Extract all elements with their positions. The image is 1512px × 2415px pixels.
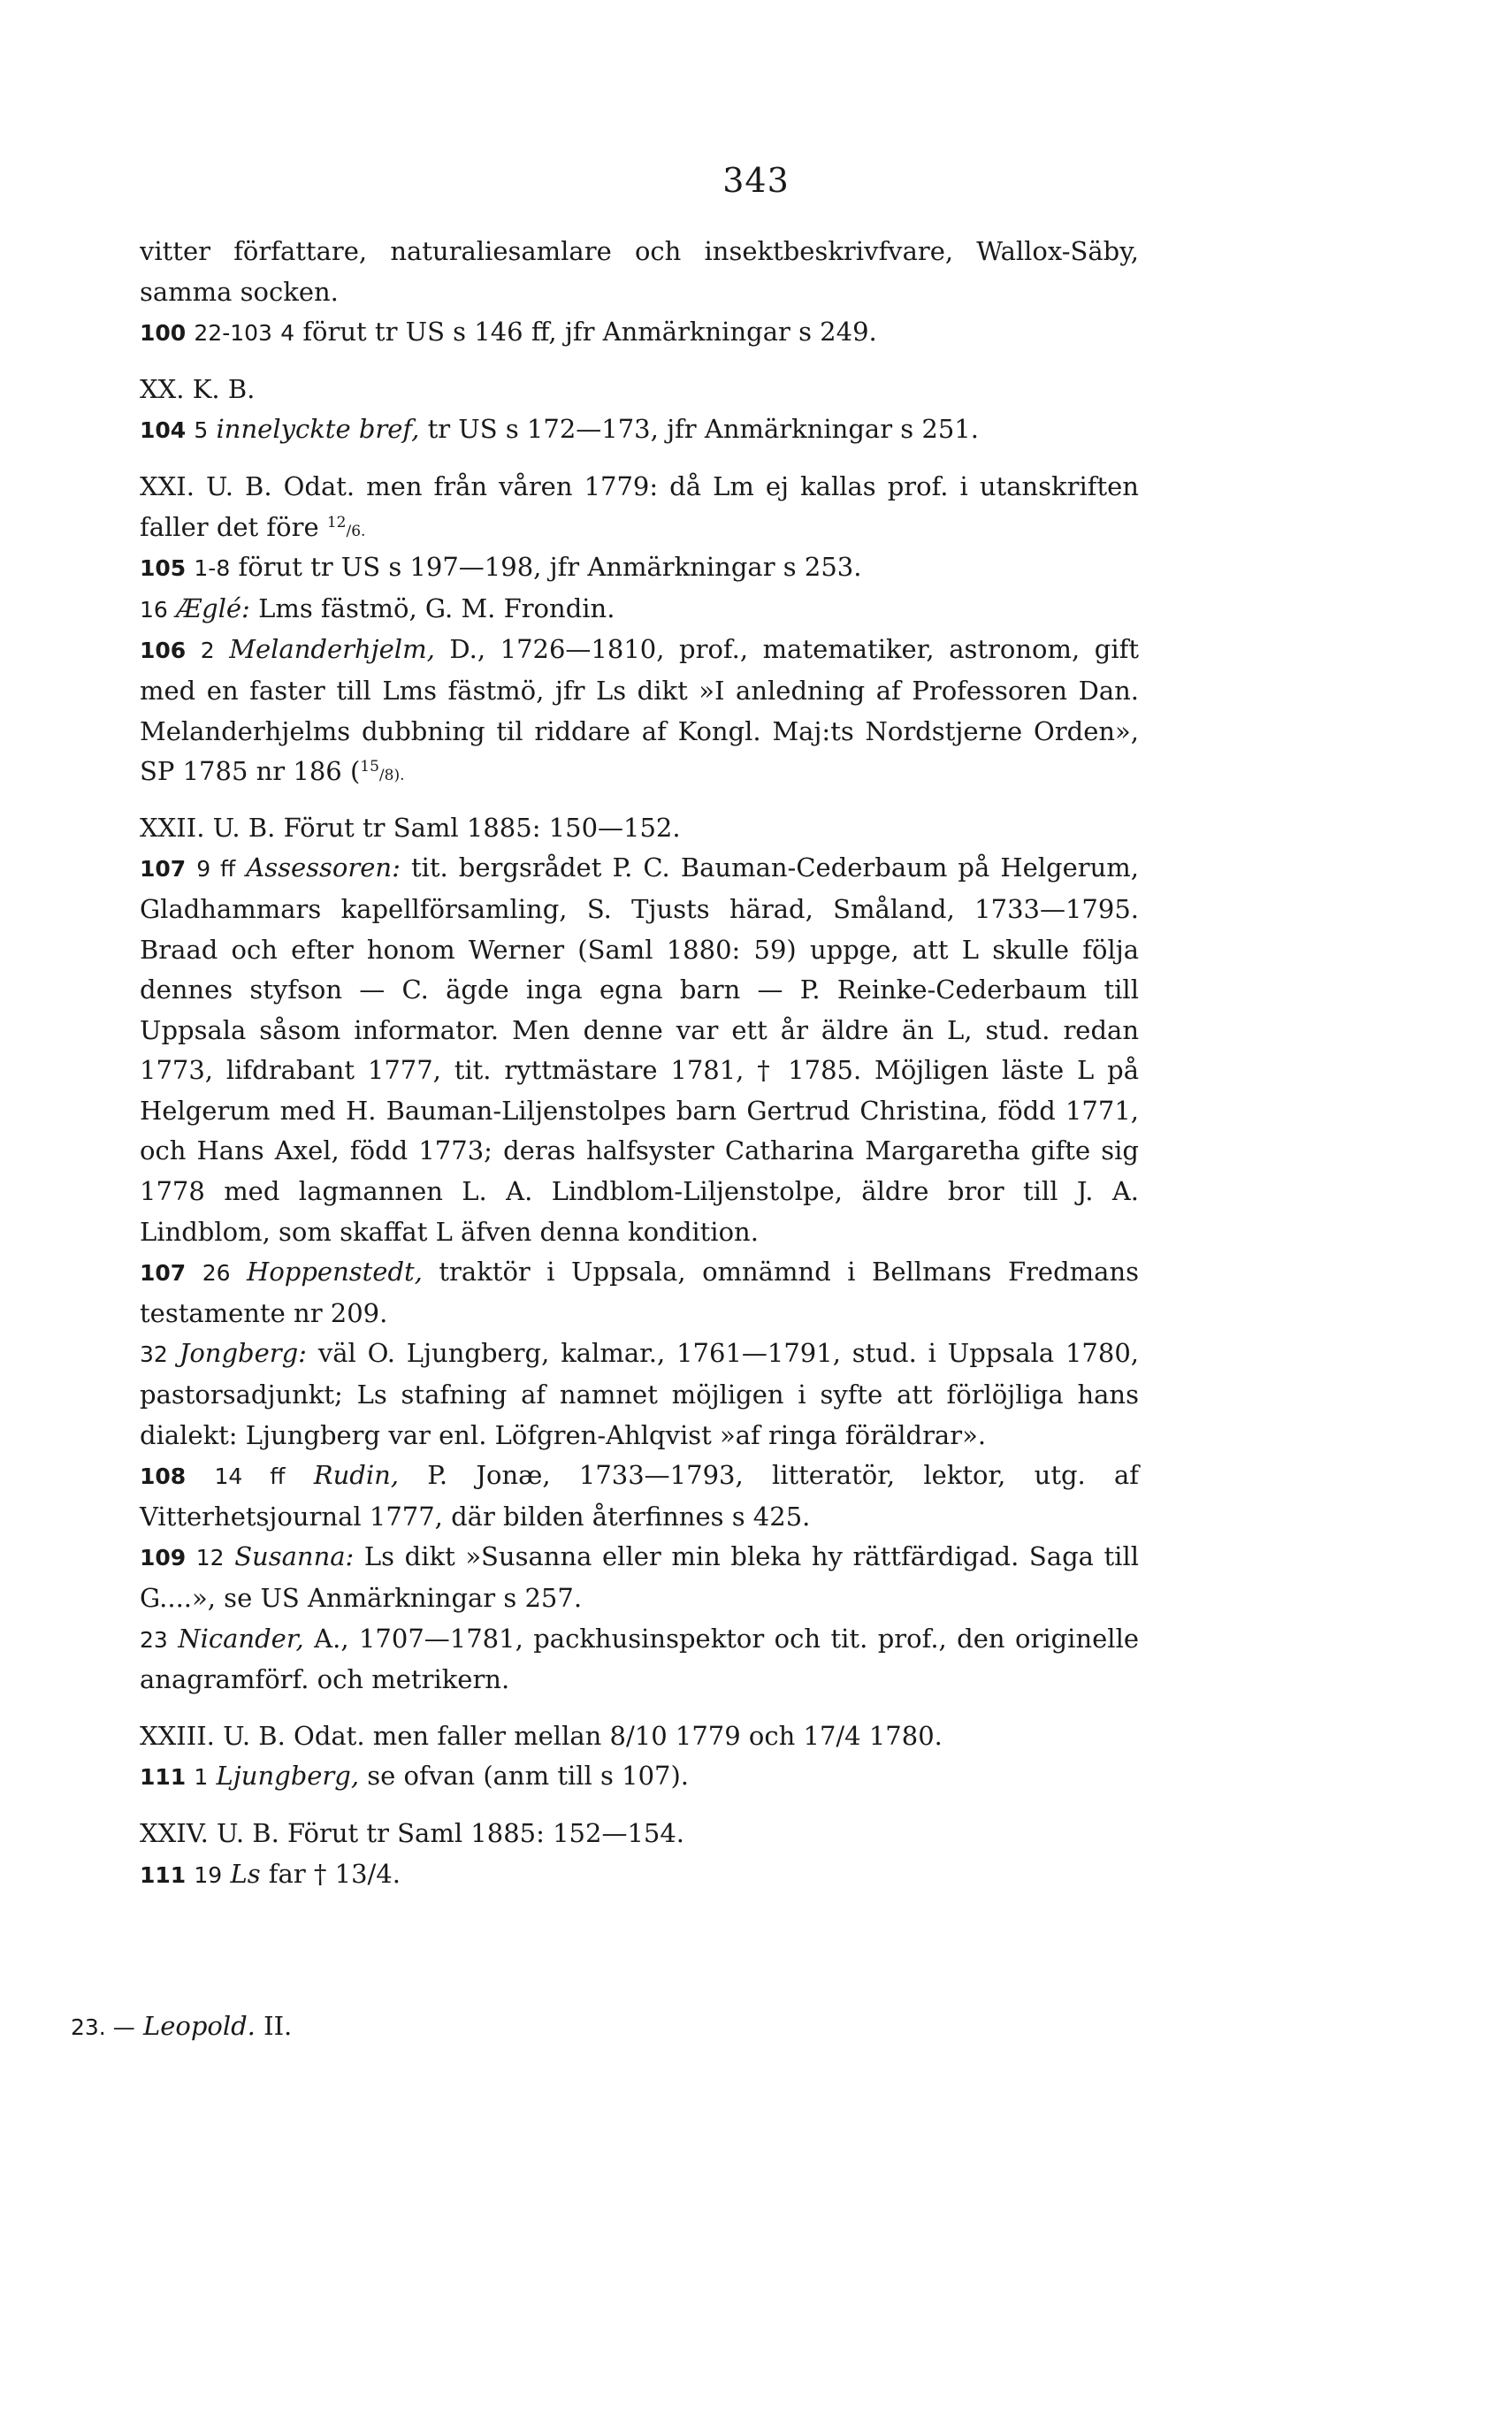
note-100: 100 22-103 4 förut tr US s 146 ff, jfr Anmärkningar s 249. [140,317,877,348]
paragraph-continuation: vitter författare, naturaliesamlare och insektbeskrivfvare, Wallox-Säby, samma socken. [140,236,1139,307]
commentary-body [140,232,1139,1895]
section-xxii: XXII. U. B. Förut tr Saml 1885: 150—152. [140,812,681,843]
note-108: 108 14 ff Rudin, P. Jonæ, 1733—1793, litteratör, lektor, utg. af Vitterhetsjournal 1777, där bilden återfinnes s 425. [140,1460,1140,1532]
note-105: 105 1-8 förut tr US s 197—198, jfr Anmärkningar s 253. [140,552,862,583]
section-xxiv: XXIV. U. B. Förut tr Saml 1885: 152—154. [140,1817,685,1848]
page-number: 343 [722,161,790,200]
section-xxiii: XXIII. U. B. Odat. men faller mellan 8/10 1779 och 17/4 1780. [140,1720,943,1751]
note-106: 106 2 Melanderhjelm, D., 1726—1810, prof., matematiker, astronom, gift med en faster till Lms fästmö, jfr Ls dikt »I anledning af Professoren Dan. Melanderhjelms dubbning til riddare af Kongl. Maj:ts Nordstjerne Orden», SP 1785 nr 186 ($^{15}$/8). [140,634,1140,787]
note-111-1: 111 1 Ljungberg, se ofvan (anm till s 107). [140,1761,690,1792]
note-109-12: 109 12 Susanna: Ls dikt »Susanna eller min bleka hy rättfärdigad. Saga till G....», se US Anmärkningar s 257. [140,1541,1139,1613]
note-107-32: 32 Jongberg: väl O. Ljungberg, kalmar., 1761—1791, stud. i Uppsala 1780, pastorsadjunkt; Ls stafning af namnet möjligen i syfte att förlöjliga hans dialekt: Ljungberg var enl. Löfgren-Ahlqvist »af ringa föräldrar». [140,1338,1139,1450]
note-107-26: 107 26 Hoppenstedt, traktör i Uppsala, omnämnd i Bellmans Fredmans testamente nr 209. [140,1257,1139,1328]
signature-footer: 23. — Leopold. II. [71,2011,293,2041]
note-107-9: 107 9 ff Assessoren: tit. bergsrådet P. C. Bauman-Cederbaum på Helgerum, Gladhammars kapellförsamling, S. Tjusts härad, Småland, 1733—1795. Braad och efter honom Werner (Saml 1880: 59) uppge, att L skulle följa dennes styfson — C. ägde inga egna barn — P. Reinke-Cederbaum till Uppsala såsom informator. Men denne var ett år äldre än L, stud. redan 1773, lifdrabant 1777, tit. ryttmästare 1781, † 1785. Möjligen läste L på Helgerum med H. Bauman-Liljenstolpes barn Gertrud Christina, född 1771, och Hans Axel, född 1773; deras halfsyster Catharina Margaretha gifte sig 1778 med lagmannen L. A. Lindblom-Liljenstolpe, äldre bror till J. A. Lindblom, som skaffat L äfven denna kondition. [140,852,1140,1247]
note-111-19: 111 19 Ls far † 13/4. [140,1858,401,1889]
note-105-16: 16 Æglé: Lms fästmö, G. M. Frondin. [140,592,615,623]
section-xxi: XXI. U. B. Odat. men från våren 1779: då Lm ej kallas prof. i utanskriften faller det före $^{12}$/6. [140,470,1139,542]
note-109-23: 23 Nicander, A., 1707—1781, packhusinspektor och tit. prof., den originelle anagramförf. och metrikern. [140,1623,1140,1695]
section-xx: XX. K. B. [140,373,256,404]
note-104: 104 5 innelyckte bref, tr US s 172—173, jfr Anmärkningar s 251. [140,414,979,445]
